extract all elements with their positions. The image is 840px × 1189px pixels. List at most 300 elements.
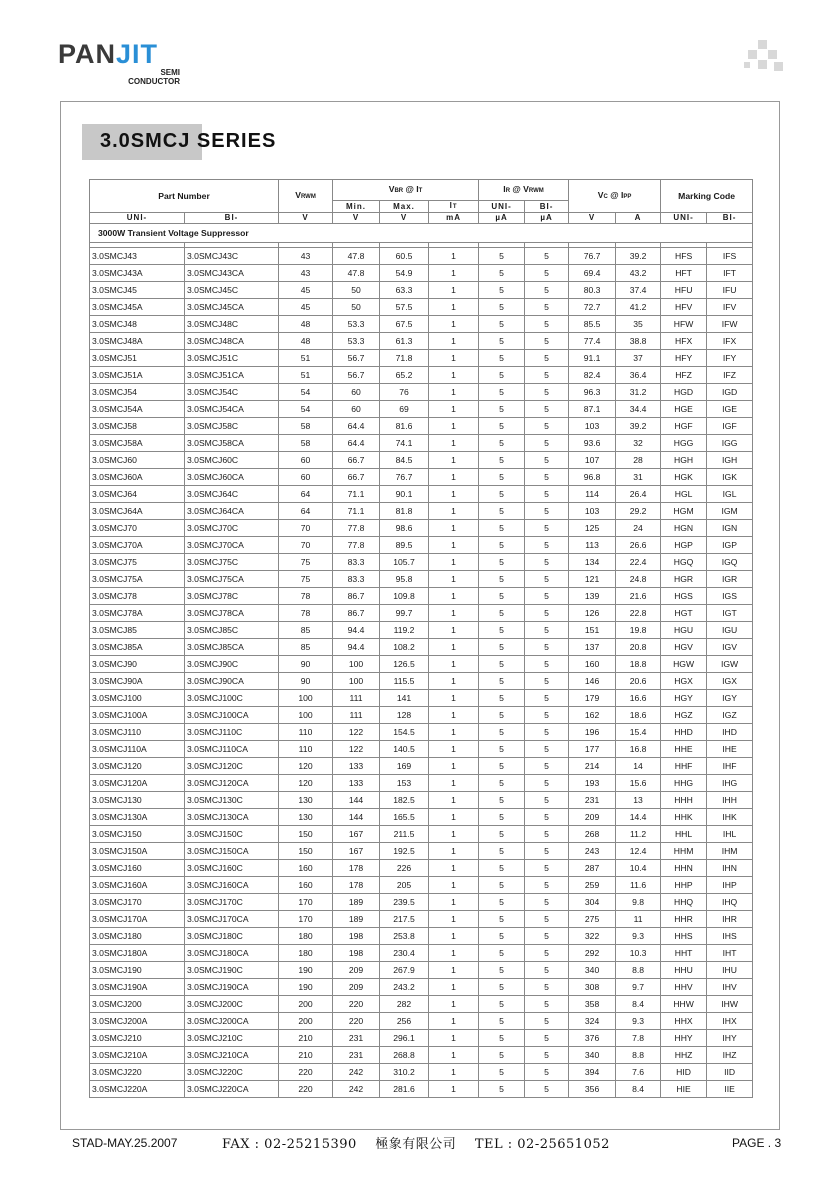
table-cell: 85.5 — [569, 316, 616, 333]
table-cell: 3.0SMCJ48C — [185, 316, 279, 333]
table-cell: 1 — [429, 622, 479, 639]
table-row — [90, 962, 753, 979]
table-cell: 13 — [616, 792, 661, 809]
table-cell: 3.0SMCJ43C — [185, 248, 279, 265]
table-cell: 242 — [333, 1081, 380, 1098]
table-cell: 37 — [616, 350, 661, 367]
table-cell: 31 — [616, 469, 661, 486]
table-cell: 5 — [479, 418, 525, 435]
table-cell: 89.5 — [380, 537, 429, 554]
table-cell: HHS — [661, 928, 707, 945]
table-cell: 3.0SMCJ180C — [185, 928, 279, 945]
table-cell: 81.8 — [380, 503, 429, 520]
table-cell: 1 — [429, 911, 479, 928]
table-cell: 150 — [279, 826, 333, 843]
table-cell: 76 — [380, 384, 429, 401]
table-cell: 15.4 — [616, 724, 661, 741]
table-cell: 78 — [279, 605, 333, 622]
table-cell: 5 — [525, 945, 569, 962]
table-cell: IGE — [707, 401, 753, 418]
table-cell: 39.2 — [616, 248, 661, 265]
table-cell: 53.3 — [333, 333, 380, 350]
header-min: Min. — [333, 201, 380, 213]
table-cell: HGL — [661, 486, 707, 503]
table-cell: 3.0SMCJ75CA — [185, 571, 279, 588]
table-cell: 54.9 — [380, 265, 429, 282]
table-cell: 110 — [279, 724, 333, 741]
table-cell: 7.8 — [616, 1030, 661, 1047]
table-cell: 5 — [479, 775, 525, 792]
table-cell: 3.0SMCJ170A — [90, 911, 185, 928]
table-cell: 5 — [479, 537, 525, 554]
table-row — [90, 1030, 753, 1047]
table-cell: 242 — [333, 1064, 380, 1081]
table-cell: 243.2 — [380, 979, 429, 996]
table-cell: IFS — [707, 248, 753, 265]
table-cell: 3.0SMCJ85C — [185, 622, 279, 639]
table-cell: 5 — [525, 282, 569, 299]
table-cell: 77.8 — [333, 537, 380, 554]
table-cell: 3.0SMCJ90CA — [185, 673, 279, 690]
table-cell: 182.5 — [380, 792, 429, 809]
table-cell: 130 — [279, 809, 333, 826]
table-cell: 56.7 — [333, 367, 380, 384]
table-cell: 3.0SMCJ100A — [90, 707, 185, 724]
table-cell: HGR — [661, 571, 707, 588]
table-row — [90, 979, 753, 996]
table-cell: 1 — [429, 945, 479, 962]
table-cell: 22.4 — [616, 554, 661, 571]
table-cell: HGZ — [661, 707, 707, 724]
table-cell: HGE — [661, 401, 707, 418]
table-cell: 85 — [279, 639, 333, 656]
table-cell: 28 — [616, 452, 661, 469]
table-cell: HHQ — [661, 894, 707, 911]
table-cell: HHY — [661, 1030, 707, 1047]
table-cell: 96.8 — [569, 469, 616, 486]
table-cell: IGZ — [707, 707, 753, 724]
table-cell: 78 — [279, 588, 333, 605]
table-cell: 3.0SMCJ75A — [90, 571, 185, 588]
table-cell: 75 — [279, 554, 333, 571]
table-cell: 5 — [525, 367, 569, 384]
table-cell: 18.8 — [616, 656, 661, 673]
table-cell: 3.0SMCJ160C — [185, 860, 279, 877]
table-cell: 3.0SMCJ64CA — [185, 503, 279, 520]
table-cell: HGY — [661, 690, 707, 707]
table-cell: HHU — [661, 962, 707, 979]
table-cell: 5 — [525, 690, 569, 707]
table-cell: 3.0SMCJ90 — [90, 656, 185, 673]
table-cell: 3.0SMCJ60CA — [185, 469, 279, 486]
table-cell: 169 — [380, 758, 429, 775]
table-cell: 5 — [479, 1030, 525, 1047]
table-cell: 5 — [479, 792, 525, 809]
table-cell: 1 — [429, 1064, 479, 1081]
table-cell: 3.0SMCJ85A — [90, 639, 185, 656]
table-cell: 36.4 — [616, 367, 661, 384]
table-cell: 179 — [569, 690, 616, 707]
table-cell: HHW — [661, 996, 707, 1013]
table-row — [90, 520, 753, 537]
table-cell: 5 — [479, 350, 525, 367]
table-cell: 1 — [429, 248, 479, 265]
table-cell: 141 — [380, 690, 429, 707]
table-cell: 5 — [525, 741, 569, 758]
table-cell: 3.0SMCJ51 — [90, 350, 185, 367]
table-cell: 226 — [380, 860, 429, 877]
logo-sub-conductor: CONDUCTOR — [128, 77, 180, 86]
footer-date: STAD-MAY.25.2007 — [72, 1136, 178, 1150]
table-cell: 231 — [333, 1047, 380, 1064]
unit-cell: µA — [479, 213, 525, 224]
table-cell: 16.6 — [616, 690, 661, 707]
table-cell: 1 — [429, 877, 479, 894]
table-cell: 5 — [479, 639, 525, 656]
table-cell: 196 — [569, 724, 616, 741]
table-cell: IHR — [707, 911, 753, 928]
table-cell: 3.0SMCJ130CA — [185, 809, 279, 826]
table-cell: 144 — [333, 792, 380, 809]
table-row — [90, 792, 753, 809]
table-cell: IGR — [707, 571, 753, 588]
table-cell: 230.4 — [380, 945, 429, 962]
table-cell: 3.0SMCJ200CA — [185, 1013, 279, 1030]
table-cell: IHH — [707, 792, 753, 809]
table-cell: 239.5 — [380, 894, 429, 911]
table-cell: 94.4 — [333, 622, 380, 639]
table-cell: 5 — [479, 554, 525, 571]
table-cell: IGP — [707, 537, 753, 554]
table-cell: HGU — [661, 622, 707, 639]
table-cell: 1 — [429, 503, 479, 520]
table-cell: 3.0SMCJ43 — [90, 248, 185, 265]
table-cell: HHM — [661, 843, 707, 860]
table-cell: 376 — [569, 1030, 616, 1047]
table-cell: 64 — [279, 503, 333, 520]
table-cell: 5 — [479, 401, 525, 418]
table-cell: 3.0SMCJ78A — [90, 605, 185, 622]
table-cell: 83.3 — [333, 554, 380, 571]
table-cell: IHM — [707, 843, 753, 860]
table-cell: 61.3 — [380, 333, 429, 350]
table-cell: IGL — [707, 486, 753, 503]
table-row — [90, 1013, 753, 1030]
table-row — [90, 911, 753, 928]
table-cell: HIE — [661, 1081, 707, 1098]
table-cell: 231 — [569, 792, 616, 809]
table-cell: 53.3 — [333, 316, 380, 333]
table-cell: 3.0SMCJ45 — [90, 282, 185, 299]
table-cell: 5 — [479, 265, 525, 282]
table-cell: 5 — [479, 758, 525, 775]
table-cell: 340 — [569, 1047, 616, 1064]
table-cell: 5 — [479, 282, 525, 299]
table-cell: 1 — [429, 792, 479, 809]
table-cell: 1 — [429, 758, 479, 775]
table-cell: IHD — [707, 724, 753, 741]
table-row — [90, 452, 753, 469]
table-cell: 5 — [525, 1081, 569, 1098]
footer-contact: FAX : 02-25215390 極象有限公司 TEL : 02-25651052 — [222, 1137, 610, 1152]
table-cell: 3.0SMCJ200A — [90, 1013, 185, 1030]
table-cell: 3.0SMCJ70C — [185, 520, 279, 537]
panjit-logo — [58, 38, 188, 88]
table-cell: 65.2 — [380, 367, 429, 384]
table-cell: 139 — [569, 588, 616, 605]
table-cell: HHH — [661, 792, 707, 809]
table-cell: 3.0SMCJ220A — [90, 1081, 185, 1098]
table-row — [90, 758, 753, 775]
table-cell: 3.0SMCJ54 — [90, 384, 185, 401]
table-cell: IGN — [707, 520, 753, 537]
table-cell: 5 — [525, 996, 569, 1013]
unit-cell: V — [380, 213, 429, 224]
table-cell: 137 — [569, 639, 616, 656]
table-cell: HHG — [661, 775, 707, 792]
table-cell: 3.0SMCJ120C — [185, 758, 279, 775]
table-cell: 125 — [569, 520, 616, 537]
table-cell: 47.8 — [333, 248, 380, 265]
table-cell: 189 — [333, 894, 380, 911]
table-cell: 3.0SMCJ78 — [90, 588, 185, 605]
table-cell: 150 — [279, 843, 333, 860]
table-cell: HGF — [661, 418, 707, 435]
table-cell: IFY — [707, 350, 753, 367]
table-cell: 5 — [525, 894, 569, 911]
table-cell: 180 — [279, 945, 333, 962]
table-cell: 121 — [569, 571, 616, 588]
unit-cell: V — [569, 213, 616, 224]
table-cell: 3.0SMCJ48A — [90, 333, 185, 350]
table-cell: 1 — [429, 452, 479, 469]
table-cell: 100 — [333, 673, 380, 690]
table-cell: 214 — [569, 758, 616, 775]
table-cell: 32 — [616, 435, 661, 452]
table-cell: 160 — [279, 877, 333, 894]
table-cell: 1 — [429, 673, 479, 690]
table-cell: 3.0SMCJ180A — [90, 945, 185, 962]
table-cell: 5 — [479, 656, 525, 673]
table-cell: 5 — [525, 1030, 569, 1047]
table-row — [90, 945, 753, 962]
table-cell: 15.6 — [616, 775, 661, 792]
table-cell: 5 — [479, 1013, 525, 1030]
table-cell: 5 — [479, 996, 525, 1013]
table-cell: 122 — [333, 741, 380, 758]
table-cell: HGQ — [661, 554, 707, 571]
table-row — [90, 367, 753, 384]
table-cell: 178 — [333, 877, 380, 894]
table-cell: 5 — [479, 911, 525, 928]
table-cell: 56.7 — [333, 350, 380, 367]
table-cell: 1 — [429, 826, 479, 843]
header-marking-code: Marking Code — [661, 180, 753, 213]
table-cell: 3.0SMCJ200C — [185, 996, 279, 1013]
table-cell: HGN — [661, 520, 707, 537]
table-cell: 21.6 — [616, 588, 661, 605]
table-cell: IHE — [707, 741, 753, 758]
table-cell: 70 — [279, 537, 333, 554]
table-cell: 3.0SMCJ210A — [90, 1047, 185, 1064]
table-cell: 5 — [525, 350, 569, 367]
table-cell: 3.0SMCJ54C — [185, 384, 279, 401]
table-cell: 51 — [279, 350, 333, 367]
table-cell: 100 — [333, 656, 380, 673]
table-cell: 120 — [279, 775, 333, 792]
table-cell: 60 — [279, 469, 333, 486]
table-cell: 34.4 — [616, 401, 661, 418]
table-cell: 220 — [279, 1064, 333, 1081]
table-cell: 38.8 — [616, 333, 661, 350]
table-cell: 109.8 — [380, 588, 429, 605]
table-cell: 5 — [479, 384, 525, 401]
table-cell: 3.0SMCJ100CA — [185, 707, 279, 724]
table-cell: 1 — [429, 741, 479, 758]
table-cell: 39.2 — [616, 418, 661, 435]
table-cell: 267.9 — [380, 962, 429, 979]
unit-cell: A — [616, 213, 661, 224]
table-cell: 31.2 — [616, 384, 661, 401]
table-cell: IGU — [707, 622, 753, 639]
table-cell: 5 — [479, 843, 525, 860]
table-cell: 64.4 — [333, 418, 380, 435]
table-cell: 1 — [429, 707, 479, 724]
table-cell: 26.4 — [616, 486, 661, 503]
table-cell: 220 — [279, 1081, 333, 1098]
unit-cell: UNI- — [661, 213, 707, 224]
table-cell: 5 — [525, 401, 569, 418]
table-cell: IHK — [707, 809, 753, 826]
table-cell: 7.6 — [616, 1064, 661, 1081]
table-cell: 105.7 — [380, 554, 429, 571]
table-cell: IHU — [707, 962, 753, 979]
table-cell: 3.0SMCJ75C — [185, 554, 279, 571]
table-cell: 3.0SMCJ70 — [90, 520, 185, 537]
table-cell: IHV — [707, 979, 753, 996]
table-cell: 66.7 — [333, 452, 380, 469]
table-cell: 3.0SMCJ78CA — [185, 605, 279, 622]
table-cell: 3.0SMCJ45CA — [185, 299, 279, 316]
table-cell: 122 — [333, 724, 380, 741]
table-cell: IHF — [707, 758, 753, 775]
table-cell: 5 — [525, 605, 569, 622]
table-cell: 3.0SMCJ58A — [90, 435, 185, 452]
units-row — [90, 213, 753, 224]
table-row — [90, 435, 753, 452]
table-cell: 5 — [525, 486, 569, 503]
table-cell: 22.8 — [616, 605, 661, 622]
table-cell: 1 — [429, 928, 479, 945]
table-cell: 1 — [429, 520, 479, 537]
table-cell: 3.0SMCJ150C — [185, 826, 279, 843]
table-cell: 54 — [279, 384, 333, 401]
table-cell: 310.2 — [380, 1064, 429, 1081]
table-cell: 189 — [333, 911, 380, 928]
table-cell: 210 — [279, 1030, 333, 1047]
unit-cell: BI- — [185, 213, 279, 224]
page-title: 3.0SMCJ SERIES — [100, 130, 277, 152]
table-cell: 134 — [569, 554, 616, 571]
table-row — [90, 282, 753, 299]
table-cell: 54 — [279, 401, 333, 418]
table-cell: 5 — [479, 707, 525, 724]
table-cell: 1 — [429, 401, 479, 418]
table-cell: 5 — [479, 452, 525, 469]
table-cell: HHX — [661, 1013, 707, 1030]
table-cell: 5 — [479, 248, 525, 265]
table-cell: 110 — [279, 741, 333, 758]
table-cell: 1 — [429, 265, 479, 282]
table-cell: 287 — [569, 860, 616, 877]
table-cell: 103 — [569, 503, 616, 520]
table-cell: IHG — [707, 775, 753, 792]
table-cell: 3.0SMCJ100C — [185, 690, 279, 707]
table-cell: 256 — [380, 1013, 429, 1030]
corner-decoration-icon — [744, 40, 784, 80]
table-cell: 146 — [569, 673, 616, 690]
table-cell: IGS — [707, 588, 753, 605]
table-cell: 5 — [479, 435, 525, 452]
table-cell: 160 — [569, 656, 616, 673]
header-vbr: VBR @ IT — [333, 180, 479, 201]
table-row — [90, 622, 753, 639]
table-cell: 178 — [333, 860, 380, 877]
table-cell: 1 — [429, 809, 479, 826]
table-cell: 3.0SMCJ190 — [90, 962, 185, 979]
table-cell: 5 — [525, 962, 569, 979]
table-cell: 108.2 — [380, 639, 429, 656]
table-cell: 5 — [479, 367, 525, 384]
header-ir: IR @ VRWM — [479, 180, 569, 201]
table-cell: 82.4 — [569, 367, 616, 384]
section-title: 3000W Transient Voltage Suppressor — [90, 224, 753, 243]
table-cell: 5 — [525, 1047, 569, 1064]
table-cell: 180 — [279, 928, 333, 945]
table-cell: 43.2 — [616, 265, 661, 282]
table-cell: 57.5 — [380, 299, 429, 316]
table-cell: 11.6 — [616, 877, 661, 894]
table-cell: HGT — [661, 605, 707, 622]
table-cell: 98.6 — [380, 520, 429, 537]
table-cell: 3.0SMCJ210CA — [185, 1047, 279, 1064]
table-cell: 86.7 — [333, 605, 380, 622]
table-cell: IGD — [707, 384, 753, 401]
table-cell: 5 — [525, 537, 569, 554]
table-cell: 3.0SMCJ110C — [185, 724, 279, 741]
table-cell: IGF — [707, 418, 753, 435]
table-cell: 282 — [380, 996, 429, 1013]
table-cell: 3.0SMCJ58CA — [185, 435, 279, 452]
table-cell: 63.3 — [380, 282, 429, 299]
table-cell: 8.4 — [616, 1081, 661, 1098]
table-cell: 198 — [333, 928, 380, 945]
table-cell: 60 — [333, 384, 380, 401]
table-cell: 3.0SMCJ64 — [90, 486, 185, 503]
table-row — [90, 588, 753, 605]
table-row — [90, 299, 753, 316]
table-cell: 75 — [279, 571, 333, 588]
table-cell: 1 — [429, 554, 479, 571]
table-cell: 5 — [525, 826, 569, 843]
table-row — [90, 843, 753, 860]
table-cell: 5 — [525, 639, 569, 656]
table-cell: 107 — [569, 452, 616, 469]
table-cell: 18.6 — [616, 707, 661, 724]
table-row — [90, 554, 753, 571]
table-row — [90, 265, 753, 282]
table-cell: 5 — [479, 809, 525, 826]
